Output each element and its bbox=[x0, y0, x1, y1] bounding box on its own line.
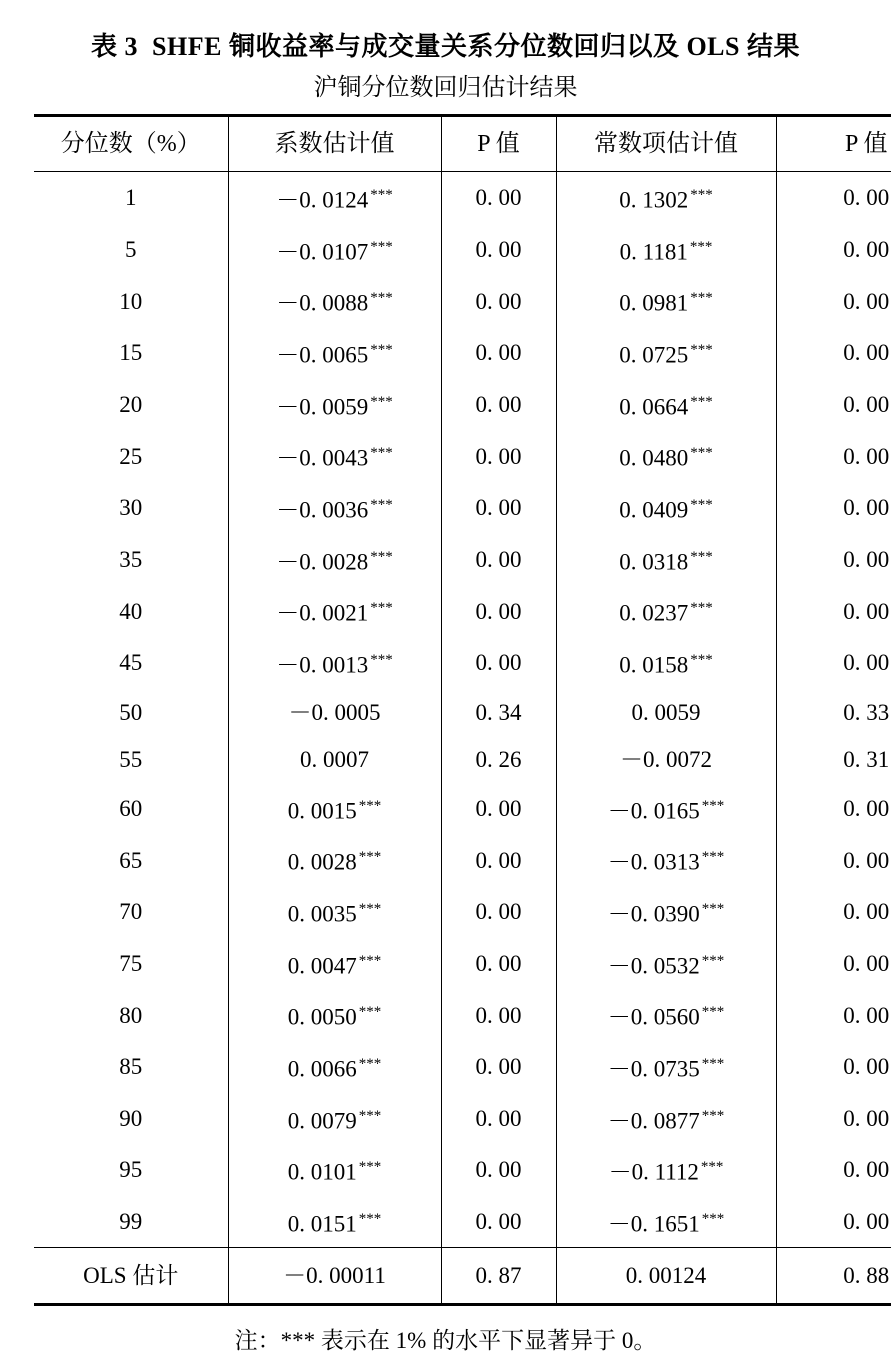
table-row bbox=[34, 585, 891, 637]
cell-constant-value: 0. 00124 bbox=[625, 1263, 707, 1289]
cell-quantile-value: 99 bbox=[119, 1209, 143, 1235]
cell-pvalue-2 bbox=[776, 1093, 891, 1145]
cell-pvalue-1-value: 0. 00 bbox=[475, 185, 522, 211]
table-row bbox=[34, 482, 891, 534]
cell-pvalue-1 bbox=[441, 1144, 556, 1196]
cell-pvalue-2 bbox=[776, 1144, 891, 1196]
cell-pvalue-1-value: 0. 00 bbox=[475, 340, 522, 366]
significance-stars: *** bbox=[370, 600, 393, 617]
cell-quantile-value: 30 bbox=[119, 495, 143, 521]
cell-constant-value: 0. 0725 bbox=[619, 342, 689, 368]
cell-pvalue-2 bbox=[776, 736, 891, 783]
cell-quantile bbox=[34, 379, 228, 431]
cell-pvalue-2-value: 0. 00 bbox=[843, 443, 890, 469]
cell-pvalue-1-value: 0. 00 bbox=[475, 391, 522, 417]
cell-pvalue-2 bbox=[776, 1041, 891, 1093]
cell-pvalue-2-value: 0. 00 bbox=[843, 1054, 890, 1080]
cell-coefficient-value: 0. 0047 bbox=[287, 953, 357, 979]
cell-quantile-value: 85 bbox=[119, 1054, 143, 1080]
cell-constant bbox=[556, 886, 776, 938]
cell-constant-value: －0. 0072 bbox=[620, 746, 712, 772]
table-note bbox=[34, 1322, 857, 1355]
cell-coefficient bbox=[228, 482, 441, 534]
cell-constant bbox=[556, 172, 776, 224]
cell-pvalue-2 bbox=[776, 534, 891, 586]
significance-stars: *** bbox=[690, 548, 713, 565]
table-row bbox=[34, 886, 891, 938]
column-header-pvalue-1: P 值 bbox=[441, 116, 556, 172]
cell-pvalue-2 bbox=[776, 637, 891, 689]
cell-coefficient bbox=[228, 327, 441, 379]
cell-quantile bbox=[34, 275, 228, 327]
cell-quantile bbox=[34, 327, 228, 379]
cell-pvalue-1-value: 0. 00 bbox=[475, 443, 522, 469]
cell-coefficient bbox=[228, 1093, 441, 1145]
cell-constant-value: 0. 0158 bbox=[619, 652, 689, 678]
cell-coefficient bbox=[228, 534, 441, 586]
significance-stars: *** bbox=[690, 496, 713, 513]
cell-coefficient-value: －0. 0124 bbox=[276, 187, 369, 213]
significance-stars: *** bbox=[700, 1159, 724, 1176]
cell-quantile-value: 95 bbox=[119, 1157, 143, 1183]
cell-coefficient-value: －0. 0005 bbox=[288, 699, 381, 725]
significance-stars: *** bbox=[701, 1210, 725, 1227]
cell-pvalue-2 bbox=[776, 689, 891, 736]
cell-pvalue-1-value: 0. 00 bbox=[475, 288, 522, 314]
cell-quantile-value: 45 bbox=[119, 650, 143, 676]
cell-coefficient-value: 0. 0101 bbox=[287, 1159, 357, 1185]
cell-pvalue-1 bbox=[441, 1248, 556, 1305]
cell-constant bbox=[556, 1144, 776, 1196]
cell-pvalue-1 bbox=[441, 482, 556, 534]
cell-pvalue-1 bbox=[441, 1093, 556, 1145]
cell-coefficient-value: 0. 0015 bbox=[287, 798, 357, 824]
cell-coefficient bbox=[228, 736, 441, 783]
cell-constant-value: －0. 0313 bbox=[607, 849, 700, 875]
cell-coefficient-value: －0. 0043 bbox=[276, 445, 369, 471]
cell-pvalue-1 bbox=[441, 886, 556, 938]
cell-quantile bbox=[34, 938, 228, 990]
cell-quantile-value: 55 bbox=[119, 746, 143, 772]
table-header bbox=[34, 116, 891, 172]
significance-stars: *** bbox=[689, 238, 713, 255]
cell-pvalue-1 bbox=[441, 989, 556, 1041]
cell-coefficient bbox=[228, 379, 441, 431]
cell-constant-value: －0. 0165 bbox=[607, 798, 700, 824]
cell-pvalue-1 bbox=[441, 172, 556, 224]
cell-pvalue-2-value: 0. 33 bbox=[843, 699, 890, 725]
cell-quantile-value: 20 bbox=[119, 391, 143, 417]
cell-pvalue-2 bbox=[776, 585, 891, 637]
cell-coefficient bbox=[228, 637, 441, 689]
cell-constant-value: －0. 0560 bbox=[607, 1004, 700, 1030]
significance-stars: *** bbox=[358, 900, 382, 917]
table-number: 表 3 bbox=[91, 32, 139, 61]
cell-coefficient bbox=[228, 689, 441, 736]
cell-quantile-value: 10 bbox=[119, 288, 143, 314]
cell-constant bbox=[556, 783, 776, 835]
cell-coefficient bbox=[228, 1196, 441, 1248]
cell-pvalue-2-value: 0. 00 bbox=[843, 391, 890, 417]
cell-pvalue-2-value: 0. 00 bbox=[843, 650, 890, 676]
significance-stars: *** bbox=[701, 952, 725, 969]
cell-constant bbox=[556, 327, 776, 379]
cell-constant-value: 0. 0237 bbox=[619, 600, 689, 626]
cell-coefficient-value: －0. 0013 bbox=[276, 652, 369, 678]
significance-stars: *** bbox=[701, 1004, 725, 1021]
significance-stars: *** bbox=[358, 1159, 382, 1176]
table-row bbox=[34, 938, 891, 990]
cell-pvalue-2 bbox=[776, 224, 891, 276]
significance-stars: *** bbox=[690, 341, 713, 358]
cell-quantile-value: 50 bbox=[119, 699, 143, 725]
significance-stars: *** bbox=[701, 797, 725, 814]
cell-pvalue-2-value: 0. 00 bbox=[843, 1002, 890, 1028]
cell-quantile bbox=[34, 482, 228, 534]
cell-constant-value: 0. 0664 bbox=[619, 394, 689, 420]
significance-stars: *** bbox=[370, 341, 393, 358]
cell-quantile bbox=[34, 637, 228, 689]
cell-quantile bbox=[34, 1093, 228, 1145]
cell-constant-value: －0. 0877 bbox=[607, 1108, 700, 1134]
cell-quantile-value: 40 bbox=[119, 598, 143, 624]
cell-quantile-value: 60 bbox=[119, 795, 143, 821]
cell-pvalue-2 bbox=[776, 1196, 891, 1248]
cell-constant-value: －0. 1112 bbox=[608, 1159, 699, 1185]
cell-pvalue-2 bbox=[776, 834, 891, 886]
cell-pvalue-2-value: 0. 00 bbox=[843, 340, 890, 366]
cell-pvalue-2 bbox=[776, 172, 891, 224]
cell-constant bbox=[556, 430, 776, 482]
cell-pvalue-2-value: 0. 00 bbox=[843, 795, 890, 821]
cell-pvalue-2-value: 0. 00 bbox=[843, 288, 890, 314]
cell-quantile-value: 1 bbox=[125, 185, 137, 211]
cell-pvalue-1-value: 0. 00 bbox=[475, 795, 522, 821]
cell-constant bbox=[556, 689, 776, 736]
cell-coefficient-value: 0. 0151 bbox=[287, 1211, 357, 1237]
cell-quantile bbox=[34, 989, 228, 1041]
table-row bbox=[34, 224, 891, 276]
table-row bbox=[34, 275, 891, 327]
table-note-text: 注：*** 表示在 1% 的水平下显著异于 0。 bbox=[234, 1328, 657, 1354]
cell-quantile bbox=[34, 834, 228, 886]
cell-constant bbox=[556, 482, 776, 534]
cell-coefficient-value: －0. 0107 bbox=[276, 239, 369, 265]
cell-pvalue-1 bbox=[441, 379, 556, 431]
cell-pvalue-2-value: 0. 00 bbox=[843, 185, 890, 211]
significance-stars: *** bbox=[690, 187, 713, 203]
cell-coefficient bbox=[228, 1248, 441, 1305]
cell-pvalue-2 bbox=[776, 938, 891, 990]
cell-pvalue-1-value: 0. 00 bbox=[475, 847, 522, 873]
cell-pvalue-2-value: 0. 00 bbox=[843, 1105, 890, 1131]
significance-stars: *** bbox=[358, 1055, 382, 1072]
cell-quantile bbox=[34, 430, 228, 482]
cell-coefficient-value: －0. 0065 bbox=[276, 342, 369, 368]
cell-pvalue-2-value: 0. 00 bbox=[843, 847, 890, 873]
cell-pvalue-1-value: 0. 00 bbox=[475, 546, 522, 572]
significance-stars: *** bbox=[370, 238, 393, 255]
cell-quantile bbox=[34, 1041, 228, 1093]
cell-pvalue-2-value: 0. 00 bbox=[843, 950, 890, 976]
table-body bbox=[34, 172, 891, 1305]
cell-coefficient-value: －0. 0036 bbox=[276, 497, 369, 523]
significance-stars: *** bbox=[690, 290, 713, 307]
cell-pvalue-1-value: 0. 00 bbox=[475, 1157, 522, 1183]
cell-pvalue-1-value: 0. 00 bbox=[475, 950, 522, 976]
cell-pvalue-1-value: 0. 00 bbox=[475, 495, 522, 521]
cell-quantile bbox=[34, 1248, 228, 1305]
cell-pvalue-1 bbox=[441, 834, 556, 886]
cell-pvalue-2 bbox=[776, 783, 891, 835]
cell-constant bbox=[556, 585, 776, 637]
cell-coefficient-value: 0. 0007 bbox=[300, 746, 369, 772]
cell-pvalue-2-value: 0. 88 bbox=[843, 1263, 890, 1289]
cell-constant-value: －0. 0390 bbox=[607, 901, 700, 927]
column-header-quantile: 分位数（%） bbox=[34, 116, 228, 172]
cell-quantile bbox=[34, 172, 228, 224]
cell-constant-value: 0. 0981 bbox=[619, 290, 689, 316]
cell-pvalue-1-value: 0. 00 bbox=[475, 236, 522, 262]
table-header-row bbox=[34, 116, 891, 172]
cell-constant bbox=[556, 275, 776, 327]
cell-pvalue-2-value: 0. 00 bbox=[843, 546, 890, 572]
cell-pvalue-1 bbox=[441, 327, 556, 379]
cell-pvalue-2 bbox=[776, 430, 891, 482]
cell-pvalue-2-value: 0. 31 bbox=[843, 746, 890, 772]
cell-pvalue-1 bbox=[441, 534, 556, 586]
cell-quantile bbox=[34, 1196, 228, 1248]
cell-pvalue-1-value: 0. 00 bbox=[475, 899, 522, 925]
cell-quantile bbox=[34, 689, 228, 736]
cell-quantile-value: 25 bbox=[119, 443, 143, 469]
cell-quantile-value: 80 bbox=[119, 1002, 143, 1028]
table-row-ols bbox=[34, 1248, 891, 1305]
cell-quantile bbox=[34, 783, 228, 835]
cell-constant bbox=[556, 1196, 776, 1248]
significance-stars: *** bbox=[370, 651, 393, 668]
cell-coefficient bbox=[228, 783, 441, 835]
cell-quantile bbox=[34, 224, 228, 276]
column-header-pvalue-2: P 值 bbox=[776, 116, 891, 172]
cell-pvalue-1 bbox=[441, 275, 556, 327]
cell-pvalue-2-value: 0. 00 bbox=[843, 1209, 890, 1235]
cell-quantile-value: 90 bbox=[119, 1105, 143, 1131]
cell-coefficient bbox=[228, 1144, 441, 1196]
cell-pvalue-2 bbox=[776, 275, 891, 327]
cell-coefficient-value: 0. 0066 bbox=[287, 1056, 357, 1082]
cell-pvalue-1 bbox=[441, 637, 556, 689]
cell-pvalue-1 bbox=[441, 430, 556, 482]
significance-stars: *** bbox=[690, 600, 713, 617]
cell-pvalue-2-value: 0. 00 bbox=[843, 1157, 890, 1183]
cell-coefficient bbox=[228, 275, 441, 327]
cell-coefficient-value: 0. 0079 bbox=[287, 1108, 357, 1134]
cell-quantile bbox=[34, 534, 228, 586]
significance-stars: *** bbox=[358, 1210, 382, 1227]
cell-coefficient bbox=[228, 430, 441, 482]
cell-constant bbox=[556, 938, 776, 990]
cell-coefficient-value: －0. 0028 bbox=[276, 549, 369, 575]
cell-constant bbox=[556, 379, 776, 431]
cell-pvalue-2 bbox=[776, 482, 891, 534]
significance-stars: *** bbox=[370, 393, 393, 410]
table-row bbox=[34, 1144, 891, 1196]
cell-coefficient bbox=[228, 1041, 441, 1093]
table-row bbox=[34, 834, 891, 886]
cell-constant-value: 0. 0318 bbox=[619, 549, 689, 575]
cell-quantile bbox=[34, 736, 228, 783]
cell-constant bbox=[556, 736, 776, 783]
cell-constant-value: －0. 1651 bbox=[607, 1211, 700, 1237]
cell-constant bbox=[556, 1041, 776, 1093]
cell-pvalue-2 bbox=[776, 327, 891, 379]
table-row bbox=[34, 736, 891, 783]
table-row bbox=[34, 637, 891, 689]
column-header-coefficient: 系数估计值 bbox=[228, 116, 441, 172]
cell-quantile-value: OLS 估计 bbox=[83, 1263, 179, 1289]
cell-quantile-value: 15 bbox=[119, 340, 143, 366]
cell-coefficient-value: 0. 0035 bbox=[287, 901, 357, 927]
significance-stars: *** bbox=[701, 1107, 725, 1124]
table-row bbox=[34, 379, 891, 431]
cell-constant-value: －0. 0532 bbox=[607, 953, 700, 979]
cell-quantile bbox=[34, 1144, 228, 1196]
table-title-text: SHFE 铜收益率与成交量关系分位数回归以及 OLS 结果 bbox=[152, 32, 800, 61]
table-row bbox=[34, 783, 891, 835]
significance-stars: *** bbox=[358, 797, 382, 814]
cell-pvalue-1-value: 0. 00 bbox=[475, 650, 522, 676]
cell-pvalue-2-value: 0. 00 bbox=[843, 495, 890, 521]
cell-pvalue-1 bbox=[441, 1041, 556, 1093]
cell-pvalue-1-value: 0. 00 bbox=[475, 1105, 522, 1131]
cell-quantile-value: 75 bbox=[119, 950, 143, 976]
cell-constant bbox=[556, 1248, 776, 1305]
significance-stars: *** bbox=[370, 548, 393, 565]
cell-pvalue-1 bbox=[441, 585, 556, 637]
cell-constant bbox=[556, 834, 776, 886]
significance-stars: *** bbox=[358, 849, 382, 866]
cell-pvalue-1-value: 0. 26 bbox=[475, 746, 522, 772]
cell-quantile-value: 35 bbox=[119, 546, 143, 572]
cell-coefficient-value: 0. 0050 bbox=[287, 1004, 357, 1030]
significance-stars: *** bbox=[690, 393, 713, 410]
cell-pvalue-1 bbox=[441, 938, 556, 990]
significance-stars: *** bbox=[701, 1055, 725, 1072]
cell-quantile bbox=[34, 585, 228, 637]
table-row bbox=[34, 430, 891, 482]
table-row bbox=[34, 989, 891, 1041]
cell-pvalue-2 bbox=[776, 989, 891, 1041]
cell-coefficient bbox=[228, 989, 441, 1041]
cell-pvalue-1-value: 0. 34 bbox=[475, 699, 522, 725]
cell-quantile-value: 70 bbox=[119, 899, 143, 925]
cell-coefficient bbox=[228, 834, 441, 886]
cell-pvalue-2 bbox=[776, 886, 891, 938]
cell-coefficient-value: －0. 0021 bbox=[276, 600, 369, 626]
column-header-constant: 常数项估计值 bbox=[556, 116, 776, 172]
cell-quantile-value: 65 bbox=[119, 847, 143, 873]
table-row bbox=[34, 1196, 891, 1248]
significance-stars: *** bbox=[690, 445, 713, 462]
cell-quantile-value: 5 bbox=[125, 236, 137, 262]
cell-pvalue-1-value: 0. 00 bbox=[475, 1002, 522, 1028]
cell-coefficient bbox=[228, 172, 441, 224]
cell-constant bbox=[556, 637, 776, 689]
cell-pvalue-1-value: 0. 00 bbox=[475, 1209, 522, 1235]
cell-pvalue-2-value: 0. 00 bbox=[843, 899, 890, 925]
cell-coefficient-value: 0. 0028 bbox=[287, 849, 357, 875]
cell-constant bbox=[556, 1093, 776, 1145]
significance-stars: *** bbox=[370, 445, 393, 462]
cell-constant bbox=[556, 224, 776, 276]
cell-coefficient-value: －0. 0059 bbox=[276, 394, 369, 420]
table-row bbox=[34, 689, 891, 736]
cell-constant-value: 0. 0409 bbox=[619, 497, 689, 523]
cell-pvalue-1 bbox=[441, 736, 556, 783]
cell-pvalue-1-value: 0. 87 bbox=[475, 1263, 522, 1289]
significance-stars: *** bbox=[358, 952, 382, 969]
significance-stars: *** bbox=[358, 1107, 382, 1124]
significance-stars: *** bbox=[701, 849, 725, 866]
significance-stars: *** bbox=[370, 496, 393, 513]
cell-constant-value: 0. 0059 bbox=[631, 699, 701, 725]
table-title bbox=[34, 26, 857, 63]
cell-pvalue-2-value: 0. 00 bbox=[843, 598, 890, 624]
significance-stars: *** bbox=[370, 187, 393, 203]
cell-pvalue-1-value: 0. 00 bbox=[475, 1054, 522, 1080]
significance-stars: *** bbox=[358, 1004, 382, 1021]
significance-stars: *** bbox=[701, 900, 725, 917]
cell-coefficient bbox=[228, 224, 441, 276]
cell-coefficient bbox=[228, 886, 441, 938]
cell-constant-value: 0. 1181 bbox=[619, 239, 688, 265]
cell-pvalue-2-value: 0. 00 bbox=[843, 236, 890, 262]
cell-constant bbox=[556, 989, 776, 1041]
cell-pvalue-2 bbox=[776, 1248, 891, 1305]
cell-constant bbox=[556, 534, 776, 586]
cell-pvalue-1 bbox=[441, 224, 556, 276]
cell-pvalue-1 bbox=[441, 783, 556, 835]
table-row bbox=[34, 327, 891, 379]
table-row bbox=[34, 172, 891, 224]
table-row bbox=[34, 1093, 891, 1145]
significance-stars: *** bbox=[370, 290, 393, 307]
table-subtitle: 沪铜分位数回归估计结果 bbox=[313, 75, 578, 101]
table-row bbox=[34, 1041, 891, 1093]
cell-constant-value: －0. 0735 bbox=[607, 1056, 700, 1082]
cell-coefficient-value: －0. 00011 bbox=[283, 1263, 386, 1289]
cell-pvalue-2 bbox=[776, 379, 891, 431]
cell-coefficient bbox=[228, 938, 441, 990]
cell-quantile bbox=[34, 886, 228, 938]
cell-constant-value: 0. 0480 bbox=[619, 445, 689, 471]
cell-pvalue-1-value: 0. 00 bbox=[475, 598, 522, 624]
significance-stars: *** bbox=[690, 651, 713, 668]
regression-results-table bbox=[34, 114, 891, 1306]
cell-coefficient bbox=[228, 585, 441, 637]
cell-pvalue-1 bbox=[441, 1196, 556, 1248]
table-row bbox=[34, 534, 891, 586]
cell-pvalue-1 bbox=[441, 689, 556, 736]
cell-constant-value: 0. 1302 bbox=[619, 187, 689, 213]
cell-coefficient-value: －0. 0088 bbox=[276, 290, 369, 316]
